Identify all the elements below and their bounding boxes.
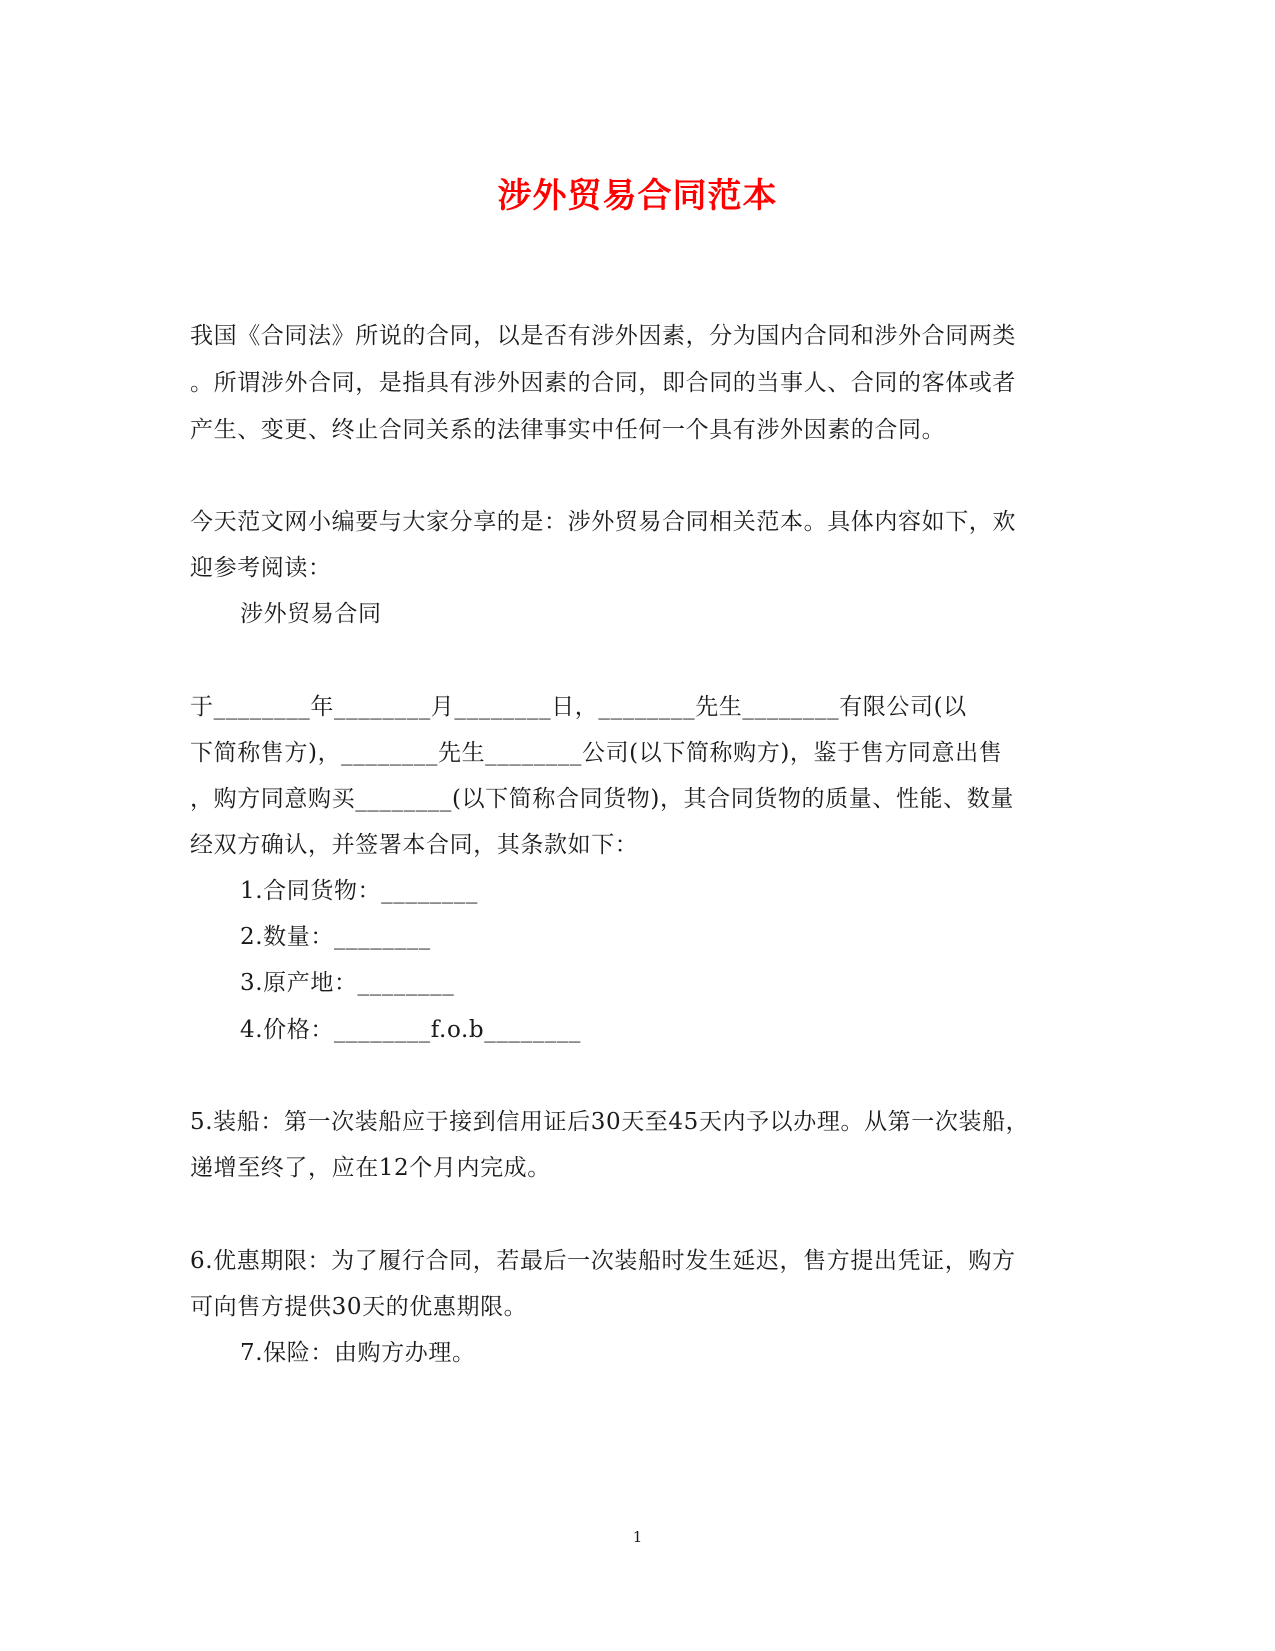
share-line-1: 今天范文网小编要与大家分享的是：涉外贸易合同相关范本。具体内容如下，欢 bbox=[190, 509, 1016, 535]
intro-line-3: 产生、变更、终止合同关系的法律事实中任何一个具有涉外因素的合同。 bbox=[190, 417, 946, 443]
clause-2: 2.数量：________ bbox=[240, 924, 431, 950]
clause-4: 4.价格：________f.o.b________ bbox=[240, 1017, 582, 1043]
page-number: 1 bbox=[632, 1528, 643, 1546]
clause-6-line-2: 可向售方提供30天的优惠期限。 bbox=[190, 1294, 528, 1320]
clause-5-line-1: 5.装船：第一次装船应于接到信用证后30天至45天内予以办理。从第一次装船， bbox=[190, 1109, 1030, 1135]
contract-heading: 涉外贸易合同 bbox=[240, 601, 382, 627]
preamble-line-4: 经双方确认，并签署本合同，其条款如下： bbox=[190, 832, 639, 858]
document-title: 涉外贸易合同范本 bbox=[497, 176, 778, 216]
preamble-line-3: ，购方同意购买________(以下简称合同货物)，其合同货物的质量、性能、数量 bbox=[190, 786, 1014, 812]
preamble-line-2: 下简称售方)，________先生________公司(以下简称购方)，鉴于售方同意出售 bbox=[190, 740, 1003, 766]
clause-6-line-1: 6.优惠期限：为了履行合同，若最后一次装船时发生延迟，售方提出凭证，购方 bbox=[190, 1248, 1016, 1274]
preamble-line-1: 于________年________月________日，________先生________有限公司(以 bbox=[190, 694, 967, 720]
intro-line-2: 。所谓涉外合同，是指具有涉外因素的合同，即合同的当事人、合同的客体或者 bbox=[190, 370, 1016, 396]
share-line-2: 迎参考阅读： bbox=[190, 555, 332, 581]
intro-line-1: 我国《合同法》所说的合同，以是否有涉外因素，分为国内合同和涉外合同两类 bbox=[190, 323, 1016, 349]
clause-3: 3.原产地：________ bbox=[240, 970, 455, 996]
clause-7: 7.保险：由购方办理。 bbox=[240, 1340, 476, 1366]
clause-5-line-2: 递增至终了，应在12个月内完成。 bbox=[190, 1155, 551, 1181]
clause-1: 1.合同货物：________ bbox=[240, 878, 478, 904]
